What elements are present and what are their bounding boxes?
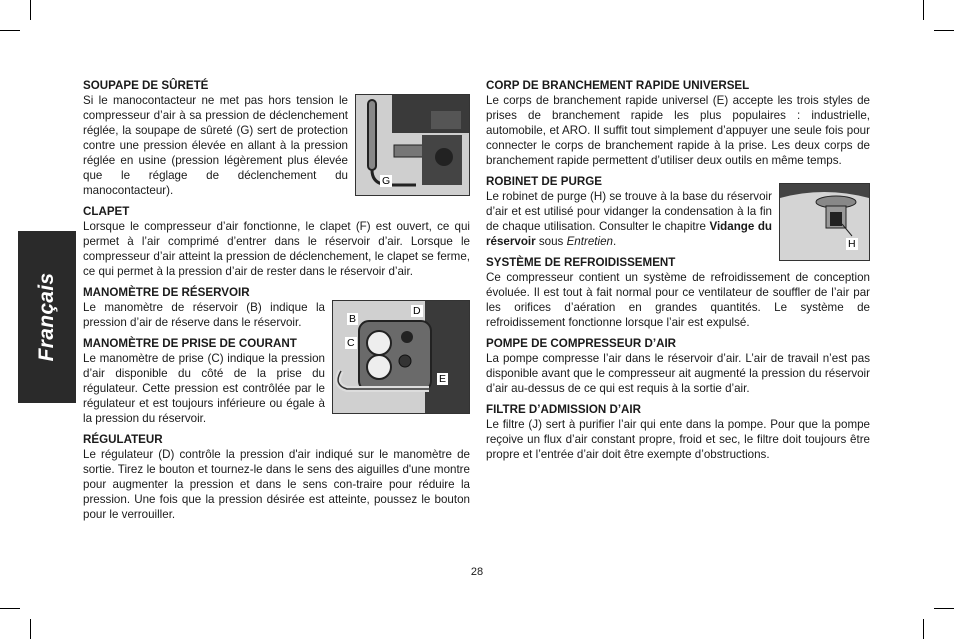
right-column — [486, 78, 870, 464]
crop-mark — [30, 619, 31, 639]
pump-heading: POMPE DE COMPRESSEUR D’AIR — [486, 337, 677, 350]
figure-label-h: H — [848, 238, 856, 250]
drain-valve-text-start: Le robinet de purge (H) se trouve à la base du réservoir d’air et est utilisé pour vidanger la condensation à la fin de chaque utilisation. Consulter le chapitre — [486, 190, 772, 233]
gauges-figure — [332, 300, 470, 414]
intake-filter-heading: FILTRE D’ADMISSION D’AIR — [486, 403, 642, 416]
language-tab — [18, 231, 76, 403]
crop-mark — [934, 608, 954, 609]
drain-valve-heading: ROBINET DE PURGE — [486, 175, 602, 188]
drain-valve-text-end: . — [612, 235, 617, 248]
drain-valve-figure — [779, 183, 870, 261]
safety-valve-heading: SOUPAPE DE SÛRETÉ — [83, 79, 209, 92]
crop-mark — [923, 0, 924, 20]
figure-label-b: B — [349, 313, 357, 325]
outlet-gauge-text: Le manomètre de prise (C) indique la pression d’air disponible du côté de la prise du régulateur. Cette pression est contrôlée par le régulateur et est toujours inférieure ou égale à la pression du réservoir. — [83, 352, 325, 425]
figure-label-c: C — [347, 337, 355, 349]
page-number: 28 — [470, 566, 484, 578]
cooling-heading: SYSTÈME DE REFROIDISSEMENT — [486, 256, 676, 269]
crop-mark — [934, 30, 954, 31]
drain-valve-italic-ref: Entretien — [566, 235, 613, 248]
crop-mark — [0, 608, 20, 609]
quick-coupler-text: Le corps de branchement rapide universel (E) accepte les trois styles de prises de branchement rapide les plus populaires : industrielle, automobile, et ARO. Il suffit tout simplement d’appuyer une seule fois pour connecter le corps de branchement rapide à la prise. Les deux corps de branchement rapide permettent d’utiliser deux outils en même temps. — [486, 94, 870, 167]
cooling-text: Ce compresseur contient un système de refroidissement de conception évoluée. Il est tout à fait normal pour ce ventilateur de souffler de l’air par les orifices d’aération en grandes quantités. Le système de refroidissement fonctionne lorsque l’air est expulsé. — [486, 271, 870, 329]
outlet-gauge-heading: MANOMÈTRE DE PRISE DE COURANT — [83, 337, 297, 350]
intake-filter-text: Le filtre (J) sert à purifier l’air qui ente dans la pompe. Pour que la pompe reçoive un flux d’air constant propre, froid et sec, le filtre doit toujours être propre et l’entrée d’air doit être exempte d’obstructions. — [486, 418, 870, 461]
figure-label-d: D — [413, 305, 421, 317]
crop-mark — [30, 0, 31, 20]
safety-valve-illustration — [356, 95, 469, 195]
regulator-text: Le régulateur (D) contrôle la pression d'air indiqué sur le manomètre de sortie. Tirez le bouton et tournez-le dans le sens des aiguilles d'une montre pour augmenter la pression et dans le sens con-traire pour réduire la pression. Une fois que la pression désirée est atteinte, poussez le bouton pour le verrouiller. — [83, 448, 470, 521]
check-valve-heading: CLAPET — [83, 205, 130, 218]
crop-mark — [0, 30, 20, 31]
language-tab-label: Français — [35, 272, 58, 362]
figure-label-g: G — [382, 175, 391, 187]
drain-valve-text-mid: sous — [535, 235, 567, 248]
figure-label-e: E — [439, 373, 447, 385]
regulator-heading: RÉGULATEUR — [83, 433, 163, 446]
tank-gauge-heading: MANOMÈTRE DE RÉSERVOIR — [83, 286, 250, 299]
quick-coupler-heading: CORP DE BRANCHEMENT RAPIDE UNIVERSEL — [486, 79, 750, 92]
pump-text: La pompe compresse l’air dans le réservoir d’air. L’air de travail n’est pas disponible avant que le compresseur ait augmenté la pression du réservoir d’air au-dessus de ce qui est requis à la sortie d’air. — [486, 352, 870, 395]
crop-mark — [923, 619, 924, 639]
drain-valve-bold-ref: Vidange du réservoir — [486, 220, 772, 248]
safety-valve-text: Si le manocontacteur ne met pas hors tension le compresseur d’air à sa pression de déclenchement réglée, la soupape de sûreté (G) sert de protection contre une pression élevée en allant à la pression réglée en usine (pression légèrement plus élevée que le réglage de déclenchement du manocontacteur). — [83, 94, 348, 197]
check-valve-text: Lorsque le compresseur d’air fonctionne, le clapet (F) est ouvert, ce qui permet à l’air comprimé d’entrer dans le réservoir d’air. Lorsque le compresseur d’air atteint la pression de déclenchement, le clapet se ferme, ce qui permet à la pression d’air de rester dans le réservoir d’air. — [83, 220, 470, 278]
tank-gauge-text: Le manomètre de réservoir (B) indique la pression d’air de réserve dans le réservoir. — [83, 301, 325, 329]
safety-valve-figure — [355, 94, 470, 196]
left-column — [83, 78, 470, 524]
